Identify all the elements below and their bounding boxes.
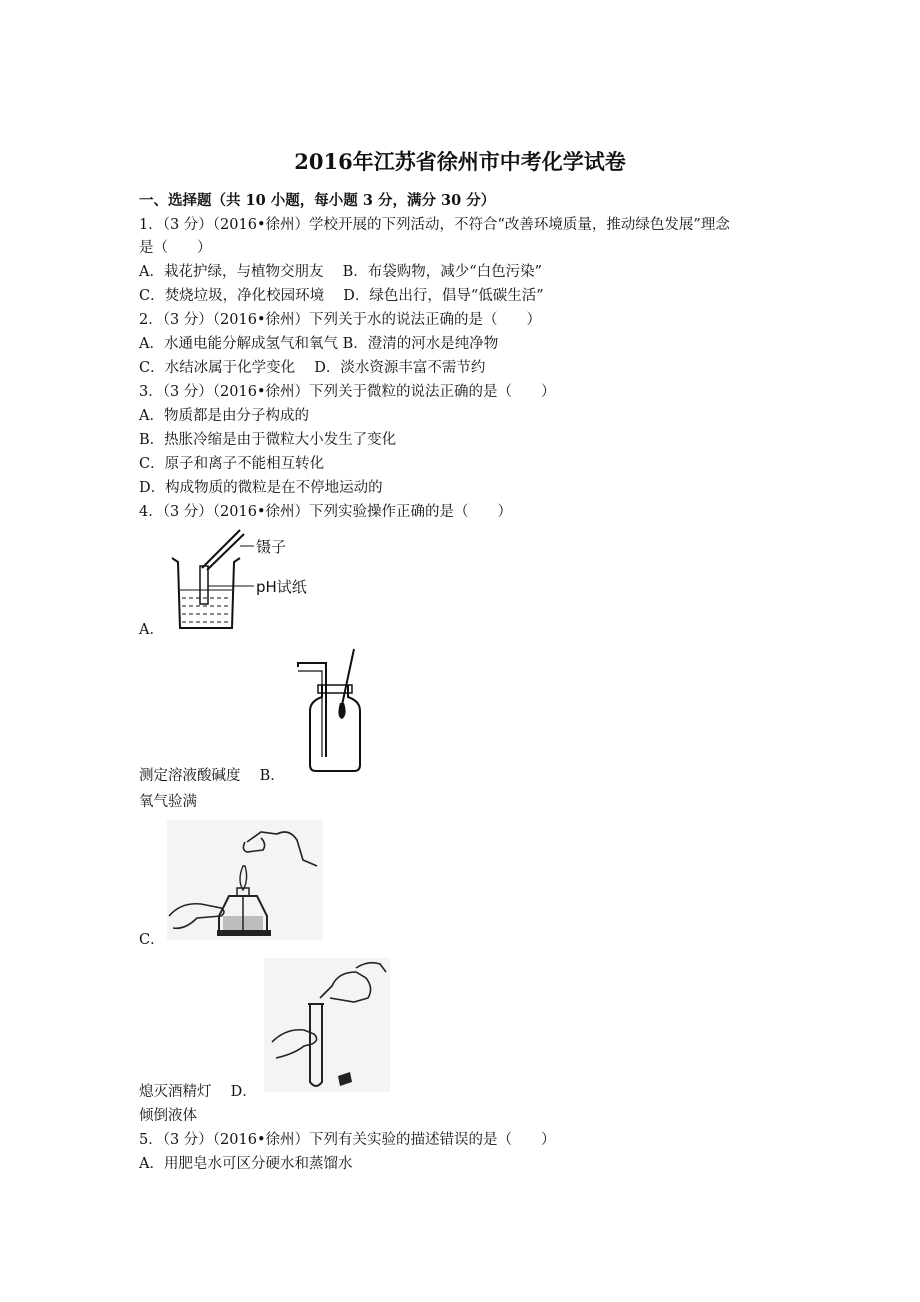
q1-options-cd: C．焚烧垃圾，净化校园环境 D．绿色出行，倡导“低碳生活”: [139, 288, 544, 304]
gas-bottle-diagram: [296, 645, 372, 777]
q1-stem: 1．（3 分）（2016•徐州）学校开展的下列活动，不符合“改善环境质量，推动绿色发展”理念: [139, 217, 730, 233]
figure-alcohol-lamp: [167, 820, 323, 940]
q2-options-cd: C．水结冰属于化学变化 D．淡水资源丰富不需节约: [139, 360, 486, 376]
q4-option-b-text: 氧气验满: [139, 794, 197, 810]
page-title: 2016年江苏省徐州市中考化学试卷: [294, 149, 626, 174]
figure-ph-test: [170, 528, 310, 636]
label-tweezers: 镊子: [256, 538, 287, 556]
test-tube-diagram: [264, 958, 390, 1092]
beaker-diagram: [170, 528, 310, 636]
q4-option-d-text: 倾倒液体: [139, 1108, 197, 1124]
q4-option-c-text: 熄灭酒精灯 D．: [139, 1084, 257, 1100]
q1-options-ab: A．栽花护绿，与植物交朋友 B．布袋购物，减少“白色污染”: [139, 264, 543, 280]
q3-option-d: D．构成物质的微粒是在不停地运动的: [139, 480, 383, 496]
q3-stem: 3．（3 分）（2016•徐州）下列关于微粒的说法正确的是（ ）: [139, 384, 556, 400]
q2-options-ab: A．水通电能分解成氢气和氧气 B．澄清的河水是纯净物: [139, 336, 499, 352]
q4-option-a-text: 测定溶液酸碱度 B．: [139, 768, 285, 784]
q4-option-c-label: C．: [139, 932, 165, 948]
figure-oxygen-test: [296, 645, 372, 777]
section-heading: 一、选择题（共 10 小题，每小题 3 分，满分 30 分）: [139, 192, 496, 209]
q3-option-b: B．热胀冷缩是由于微粒大小发生了变化: [139, 432, 397, 448]
q2-stem: 2．（3 分）（2016•徐州）下列关于水的说法正确的是（ ）: [139, 312, 542, 328]
q1-stem-cont: 是（ ）: [139, 240, 212, 256]
q5-option-a: A．用肥皂水可区分硬水和蒸馏水: [139, 1156, 353, 1172]
lamp-diagram: [167, 820, 323, 940]
figure-pouring-liquid: [264, 958, 390, 1092]
q5-stem: 5．（3 分）（2016•徐州）下列有关实验的描述错误的是（ ）: [139, 1132, 556, 1148]
label-ph-paper: pH试纸: [256, 578, 307, 596]
q3-option-c: C．原子和离子不能相互转化: [139, 456, 325, 472]
q3-option-a: A．物质都是由分子构成的: [139, 408, 309, 424]
q4-stem: 4．（3 分）（2016•徐州）下列实验操作正确的是（ ）: [139, 504, 513, 520]
q4-option-a-label: A．: [139, 622, 164, 638]
